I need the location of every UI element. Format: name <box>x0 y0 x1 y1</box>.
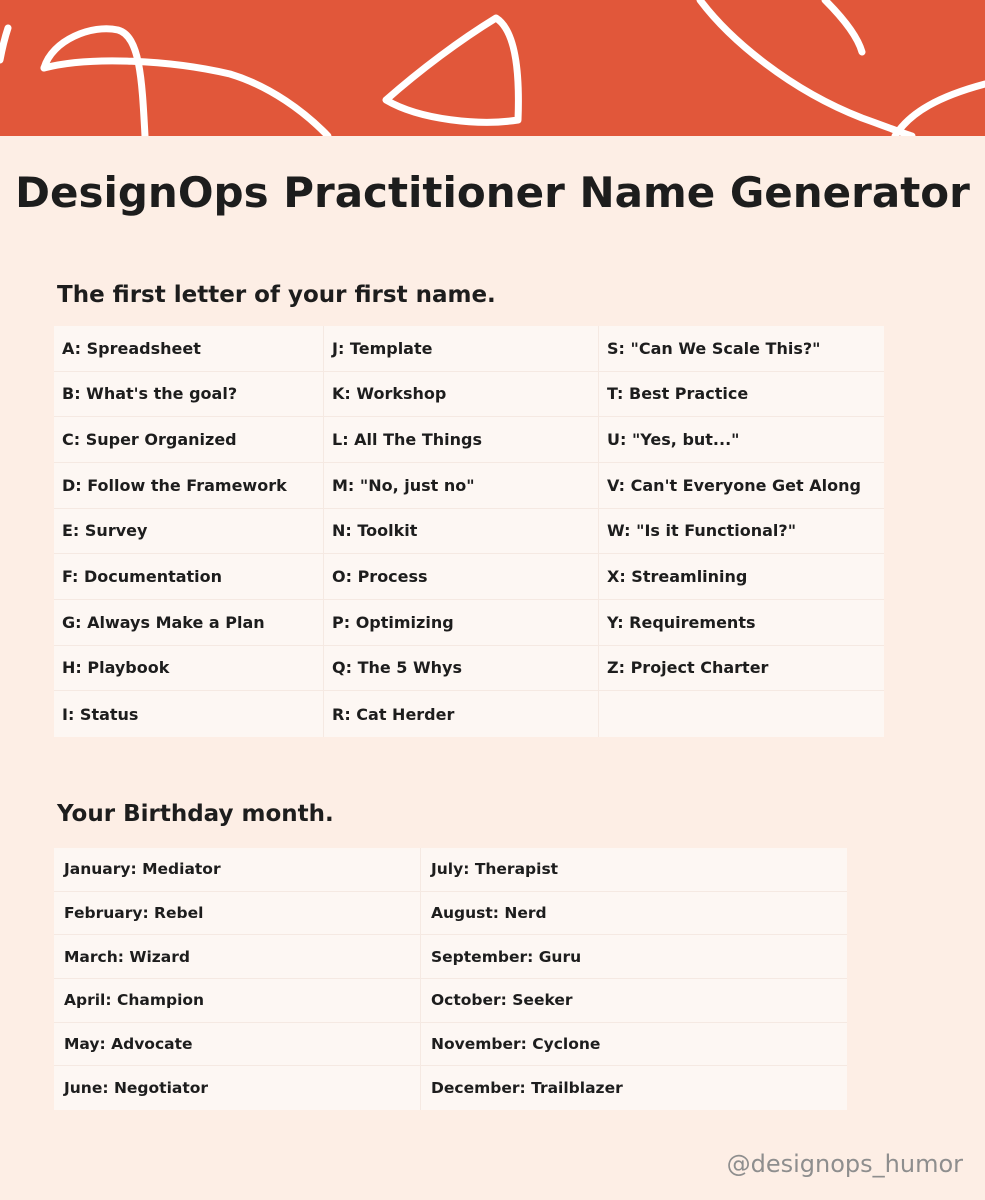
letter-cell-empty <box>599 691 884 737</box>
letter-cell-m: M: "No, just no" <box>324 463 599 509</box>
month-cell-january: January: Mediator <box>54 848 421 892</box>
letter-cell-u: U: "Yes, but..." <box>599 417 884 463</box>
letter-cell-r: R: Cat Herder <box>324 691 599 737</box>
month-cell-june: June: Negotiator <box>54 1066 421 1110</box>
month-cell-may: May: Advocate <box>54 1023 421 1067</box>
month-cell-march: March: Wizard <box>54 935 421 979</box>
month-cell-october: October: Seeker <box>421 979 847 1023</box>
letter-cell-c: C: Super Organized <box>54 417 324 463</box>
birthday-month-heading: Your Birthday month. <box>57 801 334 827</box>
author-handle: @designops_humor <box>726 1150 963 1178</box>
letter-cell-i: I: Status <box>54 691 324 737</box>
decorative-squiggle-lines <box>0 0 985 136</box>
letter-cell-a: A: Spreadsheet <box>54 326 324 372</box>
letter-cell-f: F: Documentation <box>54 554 324 600</box>
letter-cell-k: K: Workshop <box>324 372 599 418</box>
month-cell-december: December: Trailblazer <box>431 1079 623 1098</box>
letter-cell-h: H: Playbook <box>54 646 324 692</box>
month-cell-february: February: Rebel <box>54 892 421 936</box>
first-letter-heading: The first letter of your first name. <box>57 282 496 308</box>
month-cell-july: July: Therapist <box>421 848 847 892</box>
letter-cell-p: P: Optimizing <box>324 600 599 646</box>
month-cell-april: April: Champion <box>54 979 421 1023</box>
letter-cell-o: O: Process <box>324 554 599 600</box>
birthday-month-table <box>54 848 847 1110</box>
letter-cell-x: X: Streamlining <box>599 554 884 600</box>
letter-cell-j: J: Template <box>324 326 599 372</box>
letter-cell-y: Y: Requirements <box>599 600 884 646</box>
letter-cell-w: W: "Is it Functional?" <box>599 509 884 555</box>
letter-cell-s: S: "Can We Scale This?" <box>599 326 884 372</box>
letter-cell-e: E: Survey <box>54 509 324 555</box>
letter-cell-z: Z: Project Charter <box>599 646 884 692</box>
letter-cell-v: V: Can't Everyone Get Along <box>599 463 884 509</box>
page-title: DesignOps Practitioner Name Generator <box>15 168 970 217</box>
first-letter-table <box>54 326 884 737</box>
month-cell-august: August: Nerd <box>421 892 847 936</box>
month-cell-september: September: Guru <box>421 935 847 979</box>
letter-cell-b: B: What's the goal? <box>54 372 324 418</box>
month-cell-november: November: Cyclone <box>421 1023 847 1067</box>
letter-cell-q: Q: The 5 Whys <box>324 646 599 692</box>
letter-cell-n: N: Toolkit <box>324 509 599 555</box>
letter-cell-d: D: Follow the Framework <box>54 463 324 509</box>
letter-cell-l: L: All The Things <box>324 417 599 463</box>
letter-cell-t: T: Best Practice <box>599 372 884 418</box>
letter-cell-g: G: Always Make a Plan <box>54 600 324 646</box>
header-banner <box>0 0 985 136</box>
